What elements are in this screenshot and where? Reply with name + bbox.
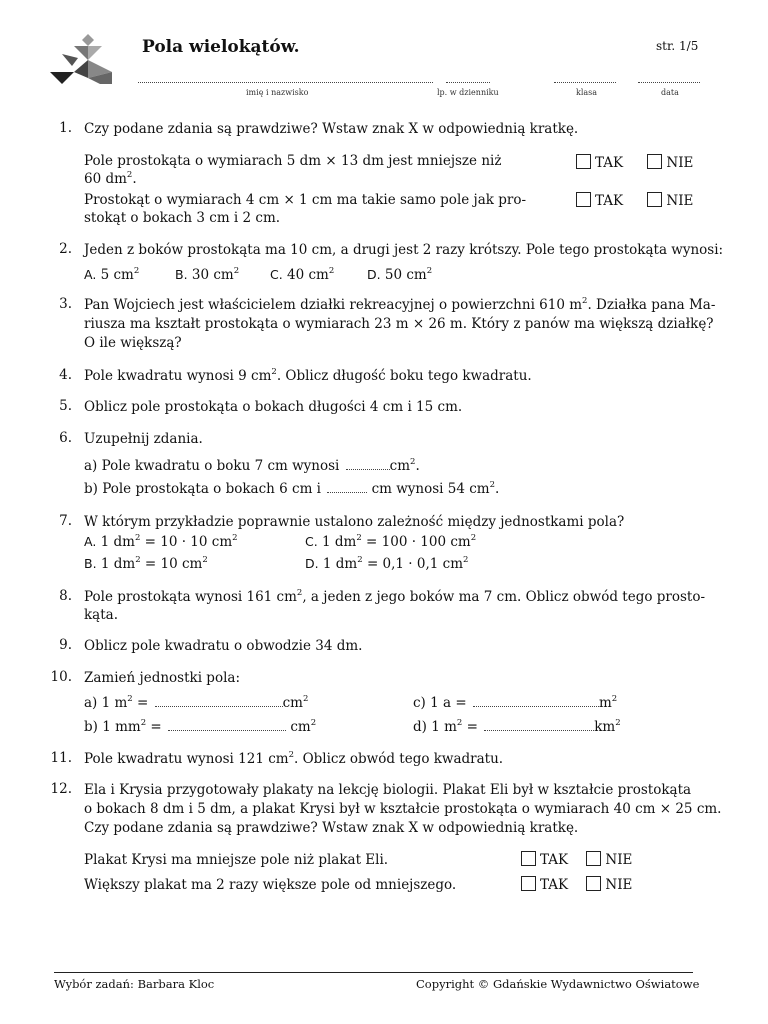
class-number-label: lp. w dzienniku [437,88,499,97]
q6-item-b: b) Pole prostokąta o bokach 6 cm i cm wynosi 54 $cm^2$. [84,480,500,497]
q6-b-answer-blank[interactable] [327,480,367,493]
q4-number: 4. [59,367,72,383]
q8-number: 8. [59,588,72,604]
q12-line-1: Ela i Krysia przygotowały plakaty na lekcję biologii. Plakat Eli był w kształcie prostokąta [84,782,692,798]
q12-statement-2-answers: TAK NIE [521,876,632,895]
class-number-field[interactable] [446,70,490,83]
q2-option-b: B. 30 $cm^2$ [175,266,240,283]
q2-text: Jeden z boków prostokąta ma 10 cm, a drugi jest 2 razy krótszy. Pole tego prostokąta wynosi: [84,242,724,258]
q9-number: 9. [59,637,72,653]
q9-text: Oblicz pole kwadratu o obwodzie 34 dm. [84,638,363,654]
q5-number: 5. [59,398,72,414]
q1-statement-1-answers: TAK NIE [576,154,693,173]
q7-option-c: C. 1 $dm^2 = 100 \cdot 100$ $cm^2$ [305,533,477,550]
q12-statement-1-answers: TAK NIE [521,851,632,870]
q10-item-b: b) 1 $mm^2 = cm^2$ [84,718,317,735]
page-title: Pola wielokątów. [142,37,300,57]
q1-number: 1. [59,120,72,136]
q10-d-answer-blank[interactable] [484,718,594,731]
q1-s2-nie-checkbox[interactable] [647,192,662,207]
q12-statement-2: Większy plakat ma 2 razy większe pole od mniejszego. [84,877,457,893]
q12-line-2: o bokach 8 dm i 5 dm, a plakat Krysi był w kształcie prostokąta o wymiarach 40 cm × 25 cm. [84,801,722,817]
q1-statement-1: Pole prostokąta o wymiarach 5 dm × 13 dm jest mniejsze niż [84,153,502,169]
q7-number: 7. [59,513,72,529]
q2-number: 2. [59,241,72,257]
q7-text: W którym przykładzie poprawnie ustalono zależność między jednostkami pola? [84,514,625,530]
q3-line-2: riusza ma kształt prostokąta o wymiarach 23 m × 26 m. Który z panów ma większą działkę? [84,316,714,332]
q7-option-d: D. 1 $dm^2 = 0,1 \cdot 0,1$ $cm^2$ [305,555,469,572]
q12-s2-nie-checkbox[interactable] [586,876,601,891]
q2-option-d: D. 50 $cm^2$ [367,266,433,283]
q6-number: 6. [59,430,72,446]
class-label: klasa [576,88,598,97]
q1-statement-2: Prostokąt o wymiarach 4 cm × 1 cm ma takie samo pole jak pro- [84,192,527,208]
q8-line-2: kąta. [84,607,118,623]
q6-item-a: a) Pole kwadratu o boku 7 cm wynosi $cm^2$. [84,457,420,474]
q10-item-d: d) 1 $m^2 = km^2$ [413,718,621,735]
name-field-label: imię i nazwisko [246,88,309,97]
q10-b-answer-blank[interactable] [168,718,286,731]
q1-text: Czy podane zdania są prawdziwe? Wstaw znak X w odpowiednią kratkę. [84,121,579,137]
q8-line-1: Pole prostokąta wynosi 161 $cm^2$, a jeden z jego boków ma 7 cm. Oblicz obwód tego prosto- [84,588,706,605]
q10-a-answer-blank[interactable] [155,694,283,707]
q12-s1-nie-checkbox[interactable] [586,851,601,866]
q1-s1-tak-checkbox[interactable] [576,154,591,169]
q6-text: Uzupełnij zdania. [84,431,203,447]
footer-divider [54,972,693,973]
q3-line-1: Pan Wojciech jest właścicielem działki rekreacyjnej o powierzchni 610 $m^2$. Działka pana Ma- [84,296,716,313]
name-field[interactable] [138,70,433,83]
q1-statement-2-cont: stokąt o bokach 3 cm i 2 cm. [84,210,281,226]
q4-text: Pole kwadratu wynosi 9 $cm^2$. Oblicz długość boku tego kwadratu. [84,367,532,384]
q12-statement-1: Plakat Krysi ma mniejsze pole niż plakat Eli. [84,852,389,868]
q11-text: Pole kwadratu wynosi 121 $cm^2$. Oblicz obwód tego kwadratu. [84,750,504,767]
q2-option-c: C. 40 $cm^2$ [270,266,335,283]
date-label: data [661,88,679,97]
q3-number: 3. [59,296,72,312]
date-field[interactable] [638,70,700,83]
q12-line-3: Czy podane zdania są prawdziwe? Wstaw znak X w odpowiednią kratkę. [84,820,579,836]
class-field[interactable] [554,70,616,83]
publisher-logo [48,34,114,86]
q12-s1-tak-checkbox[interactable] [521,851,536,866]
q3-line-3: O ile większą? [84,335,182,351]
q6-a-answer-blank[interactable] [346,457,390,470]
q12-number: 12. [50,781,72,797]
q7-option-b: B. 1 $dm^2 = 10$ $cm^2$ [84,555,208,572]
q1-s1-nie-checkbox[interactable] [647,154,662,169]
q1-statement-1-cont: 60 $dm^2$. [84,170,137,187]
q1-s2-tak-checkbox[interactable] [576,192,591,207]
q7-option-a: A. 1 $dm^2 = 10 \cdot 10$ $cm^2$ [84,533,238,550]
q11-number: 11. [50,750,72,766]
q2-option-a: A. 5 $cm^2$ [84,266,140,283]
page-number: str. 1/5 [656,39,699,53]
footer-copyright: Copyright © Gdańskie Wydawnictwo Oświatowe [416,977,700,991]
footer-author: Wybór zadań: Barbara Kloc [54,977,215,991]
q10-item-a: a) 1 $m^2 = cm^2$ [84,694,309,711]
q10-text: Zamień jednostki pola: [84,670,240,686]
q10-c-answer-blank[interactable] [473,694,599,707]
q1-statement-2-answers: TAK NIE [576,192,693,211]
q5-text: Oblicz pole prostokąta o bokach długości 4 cm i 15 cm. [84,399,463,415]
q10-item-c: c) 1 $a = m^2$ [413,694,618,711]
q12-s2-tak-checkbox[interactable] [521,876,536,891]
q10-number: 10. [50,669,72,685]
